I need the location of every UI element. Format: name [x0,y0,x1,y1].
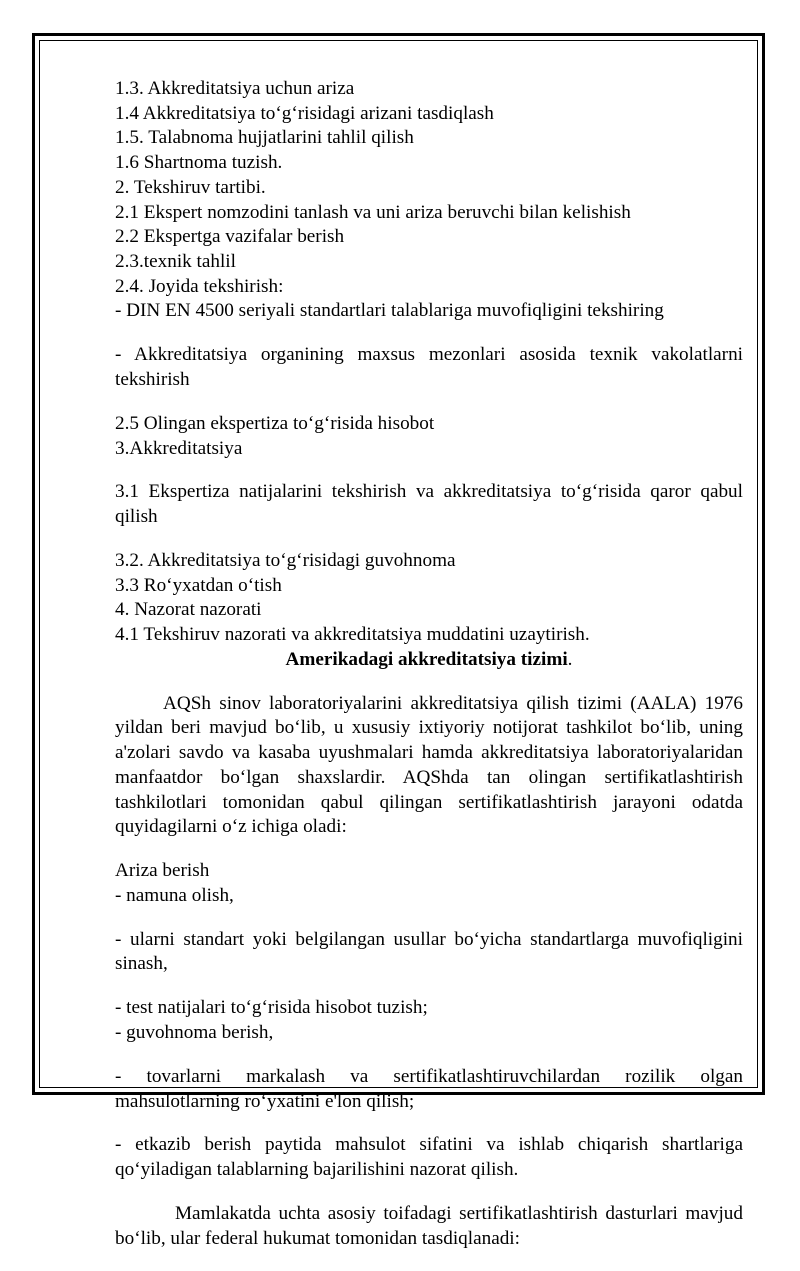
paragraph-technical-check: - Akkreditatsiya organining maxsus mezonlari asosida texnik vakolatlarni tekshirish [115,344,743,390]
section-heading-text: Amerikadagi akkreditatsiya tizimi [285,648,568,670]
text-line: 1.5. Talabnoma hujjatlarini tahlil qilish [115,127,414,149]
list-item: - ularni standart yoki belgilangan usullar bo‘yicha standartlarga muvofiqligini sinash, [115,928,743,975]
paragraph-final: Mamlakatda uchta asosiy toifadagi sertifikatlashtirish dasturlari mavjud bo‘lib, ular federal hukumat tomonidan tasdiqlanadi: [115,1203,743,1249]
text-line: 2.5 Olingan ekspertiza to‘g‘risida hisobot [115,412,435,434]
text-line: 2.2 Ekspertga vazifalar berish [115,226,345,248]
text-line: - DIN EN 4500 seriyali standartlari talablariga muvofiqligini tekshiring [115,300,664,322]
list-item: - guvohnoma berish, [115,1022,274,1043]
list-item: - test natijalari to‘g‘risida hisobot tuzish; [115,997,428,1019]
text-line: 3.Akkreditatsiya [115,437,243,459]
text-line: 3.3 Ro‘yxatdan o‘tish [115,574,282,596]
text-line: 2.4. Joyida tekshirish: [115,275,284,297]
list-item: - tovarlarni markalash va sertifikatlashtiruvchilardan rozilik olgan mahsulotlarning ro‘yxatini e'lon qilish; [115,1065,743,1112]
list-item: Ariza berish [115,860,210,882]
text-line: 2. Tekshiruv tartibi. [115,176,266,198]
text-line: 4. Nazorat nazorati [115,599,262,621]
text-line: 1.3. Akkreditatsiya uchun ariza [115,78,355,99]
text-line: 3.2. Akkreditatsiya to‘g‘risidagi guvohnoma [115,550,456,571]
section-heading-suffix: . [567,648,573,670]
list-item: - namuna olish, [115,884,234,906]
text-line: 2.1 Ekspert nomzodini tanlash va uni ariza beruvchi bilan kelishish [115,201,631,223]
text-line: 1.4 Akkreditatsiya to‘g‘risidagi arizani tasdiqlash [115,102,494,124]
document-body [115,77,743,1271]
text-line: 1.6 Shartnoma tuzish. [115,152,283,174]
list-item: - etkazib berish paytida mahsulot sifatini va ishlab chiqarish shartlariga qo‘yiladigan talablarning bajarilishini nazorat qilish. [115,1134,743,1181]
section-heading [115,648,743,673]
paragraph-decision: 3.1 Ekspertiza natijalarini tekshirish va akkreditatsiya to‘g‘risida qaror qabul qilish [115,481,743,528]
text-line: 4.1 Tekshiruv nazorati va akkreditatsiya muddatini uzaytirish. [115,624,590,646]
paragraph-aala: AQSh sinov laboratoriyalarini akkreditatsiya qilish tizimi (AALA) 1976 yildan beri mavjud bo‘lib, u xususiy ixtiyoriy notijorat tashkilot bo‘lib, uning a'zolari savdo va kasaba uyushmalari hamda akkreditatsiya laboratoriyalaridan manfaatdor bo‘lgan shaxslardir. AQShda tan olingan sertifikatlashtirish tashkilotlari tomonidan qabul qilingan sertifikatlashtirish jarayoni odatda quyidagilarni o‘z ichiga oladi: [115,692,743,838]
text-line: 2.3.texnik tahlil [115,250,236,272]
